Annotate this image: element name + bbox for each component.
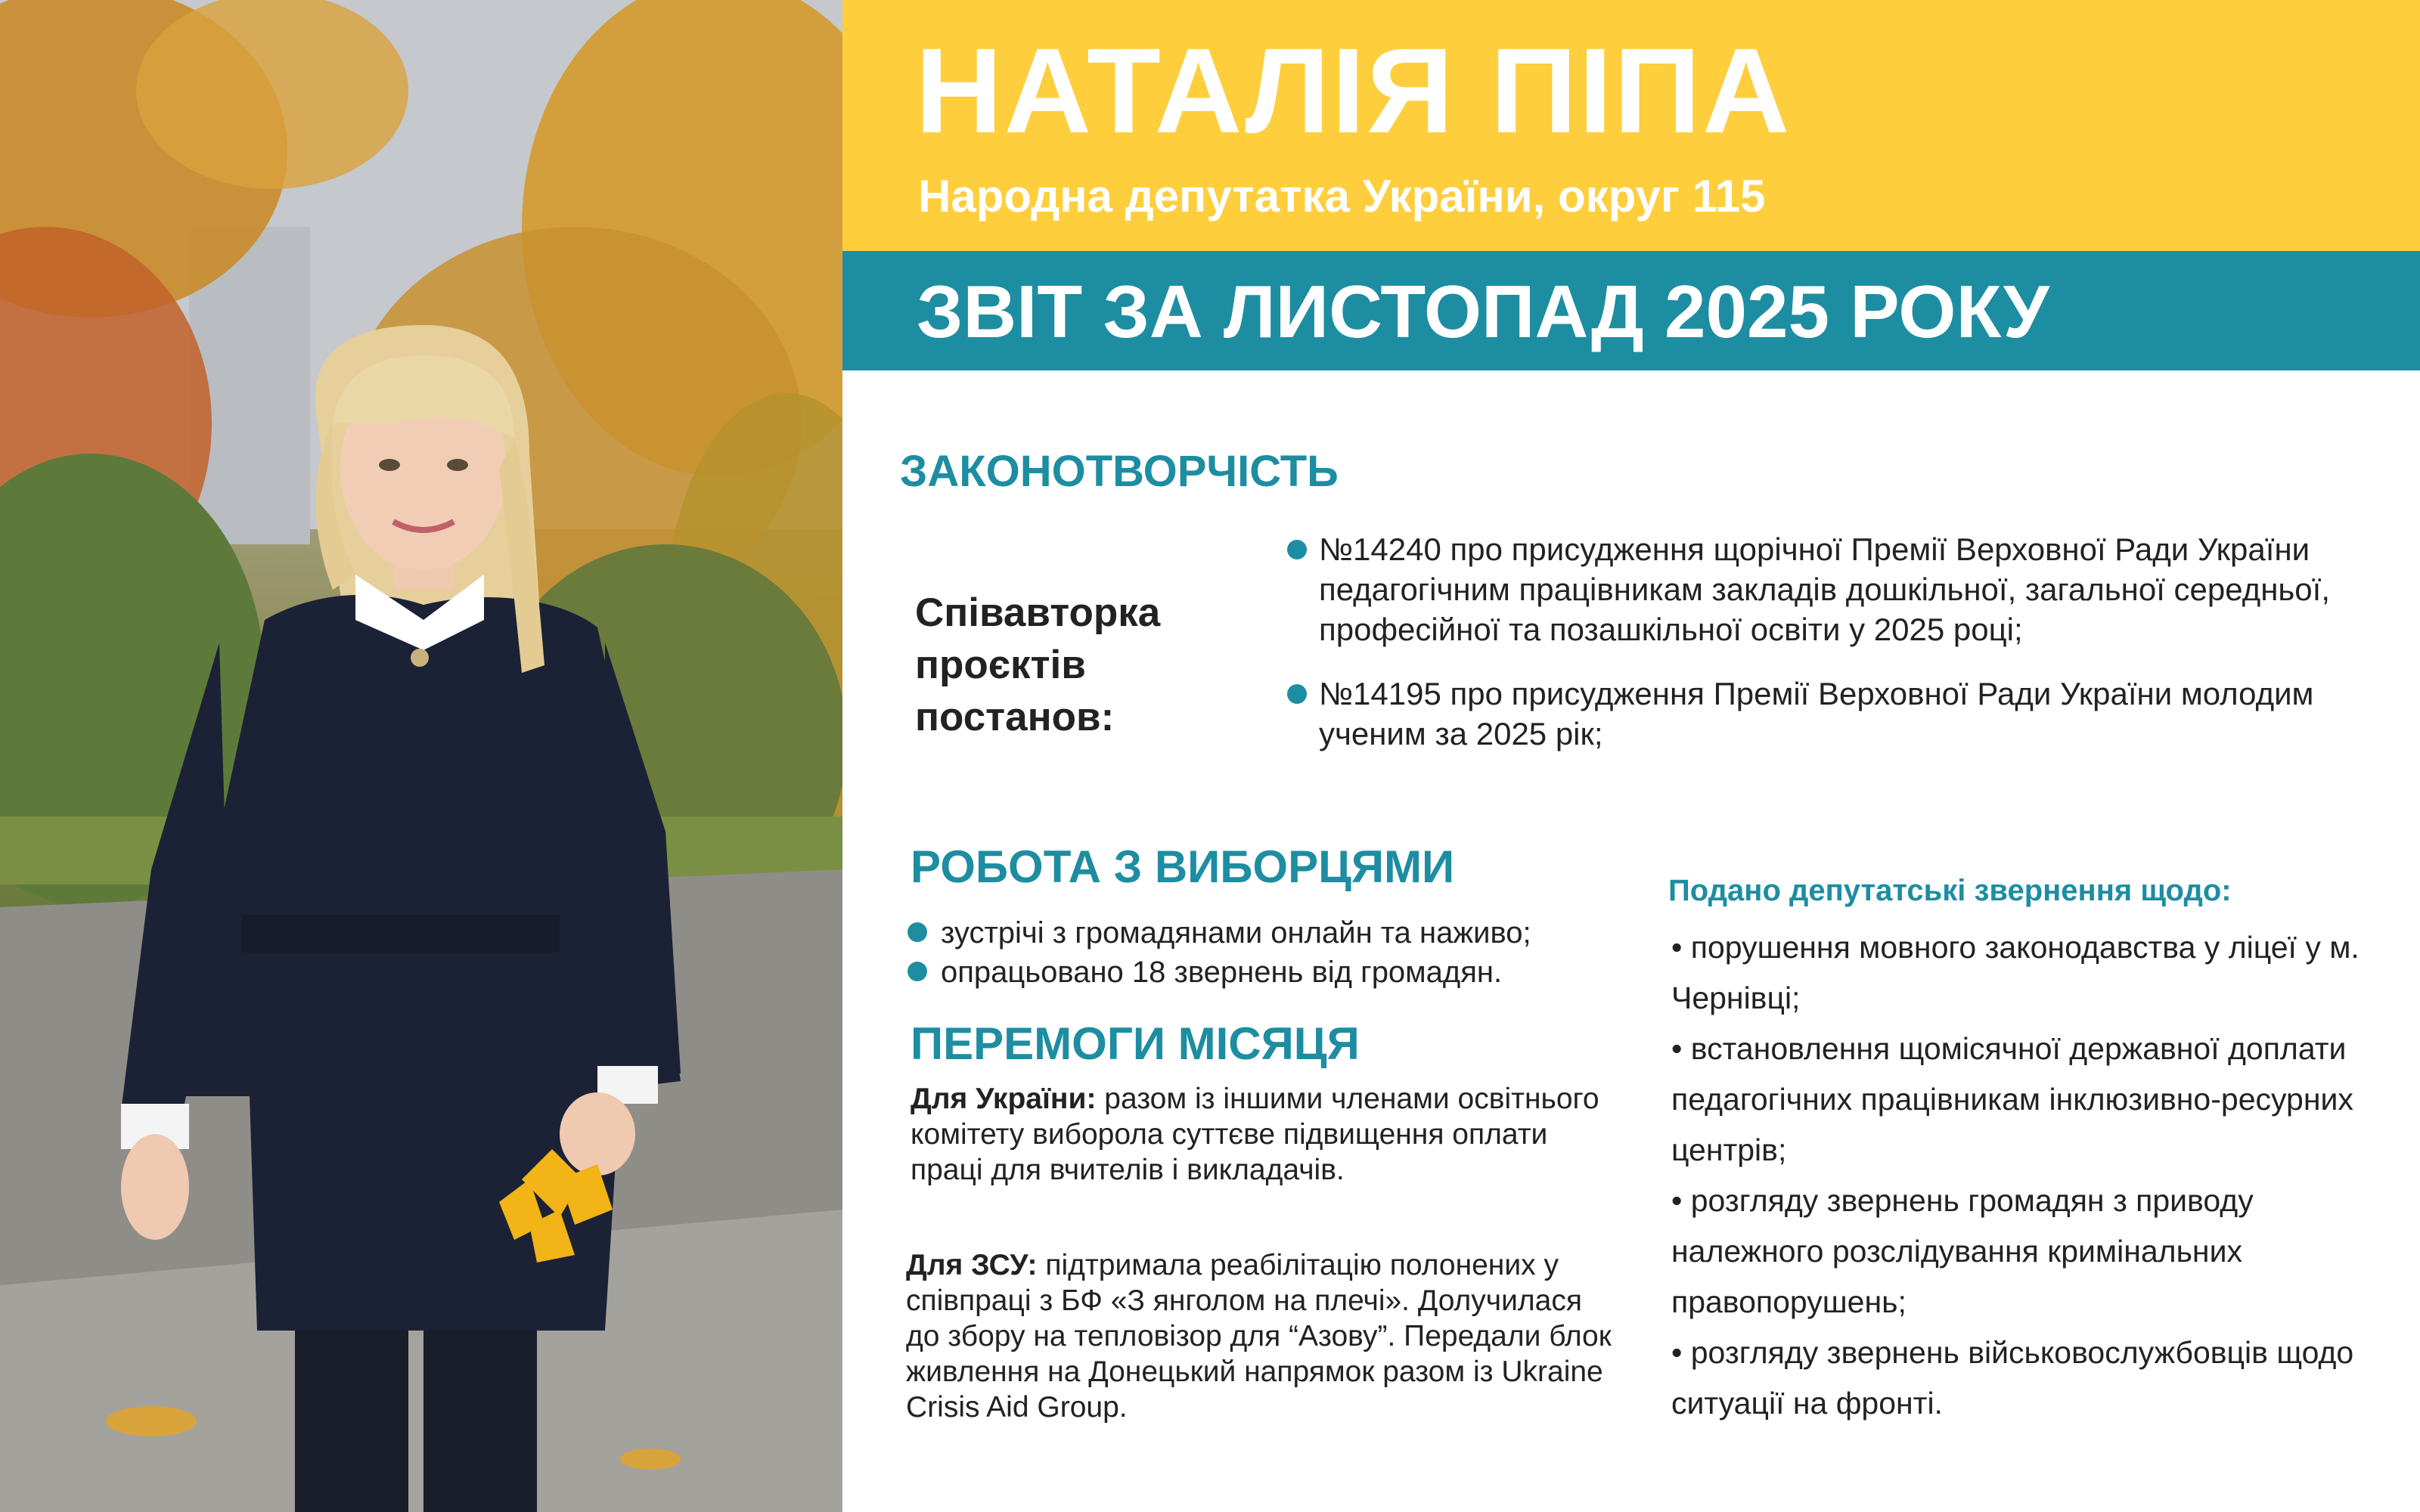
wins-heading: ПЕРЕМОГИ МІСЯЦЯ <box>911 1018 1360 1069</box>
portrait-illustration <box>0 0 842 1512</box>
win-ukraine-text: разом із іншими членами освітнього комітету виборола суттєве підвищення оплати праці для вчителів і викладачів. <box>911 1083 1599 1186</box>
bills-list <box>1286 529 2390 778</box>
bullet-dot-icon <box>1287 684 1307 704</box>
voters-heading: РОБОТА З ВИБОРЦЯМИ <box>911 841 1455 892</box>
appeals-list <box>1671 922 2375 1429</box>
deputy-subtitle: Народна депутатка України, округ 115 <box>918 171 1766 222</box>
win-zsu-text: підтримала реабілітацію полонених у співпраці з БФ «З янголом на плечі». Долучилася до збору на тепловізор для “Азову”. Передали блок живлення на Донецький напрямок разом із Ukraine Crisis Aid Group. <box>906 1249 1612 1424</box>
voters-list <box>906 913 1531 992</box>
appeal-item: • розгляду звернень військовослужбовців щодо ситуації на фронті. <box>1671 1335 2354 1421</box>
appeals-heading: Подано депутатські звернення щодо: <box>1668 874 2232 907</box>
bullet-dot-icon <box>908 962 927 981</box>
lawmaking-heading: ЗАКОНОТВОРЧІСТЬ <box>900 447 1339 496</box>
win-zsu <box>906 1247 1617 1425</box>
report-title: ЗВІТ ЗА ЛИСТОПАД 2025 РОКУ <box>917 270 2049 353</box>
bill-item <box>1286 674 2390 754</box>
win-zsu-label: Для ЗСУ: <box>906 1249 1038 1281</box>
voters-item <box>906 953 1531 992</box>
bill-text: №14195 про присудження Премії Верховної Ради України молодим ученим за 2025 рік; <box>1319 676 2314 751</box>
win-ukraine-label: Для України: <box>911 1083 1097 1115</box>
voters-item-text: зустрічі з громадянами онлайн та наживо; <box>941 916 1531 950</box>
appeal-item: • розгляду звернень громадян з приводу належного розслідування кримінальних правопорушень; <box>1671 1183 2254 1319</box>
bullet-dot-icon <box>908 922 927 942</box>
win-ukraine <box>911 1081 1621 1188</box>
bullet-dot-icon <box>1287 540 1307 559</box>
deputy-name: НАТАЛІЯ ПІПА <box>915 23 1792 158</box>
bill-item <box>1286 529 2390 649</box>
voters-item <box>906 913 1531 953</box>
appeal-item: • встановлення щомісячної державної доплати педагогічних працівникам інклюзивно-ресурних центрів; <box>1671 1031 2353 1167</box>
appeal-item: • порушення мовного законодавства у ліцеї у м. Чернівці; <box>1671 930 2360 1015</box>
voters-item-text: опрацьовано 18 звернень від громадян. <box>941 956 1503 989</box>
portrait-photo <box>0 0 842 1512</box>
coauthor-label: Співавторка проєктів постанов: <box>915 590 1161 739</box>
bill-text: №14240 про присудження щорічної Премії Верховної Ради України педагогічним працівникам закладів дошкільної, загальної середньої, професійної та позашкільної освіти у 2025 році; <box>1319 531 2330 647</box>
